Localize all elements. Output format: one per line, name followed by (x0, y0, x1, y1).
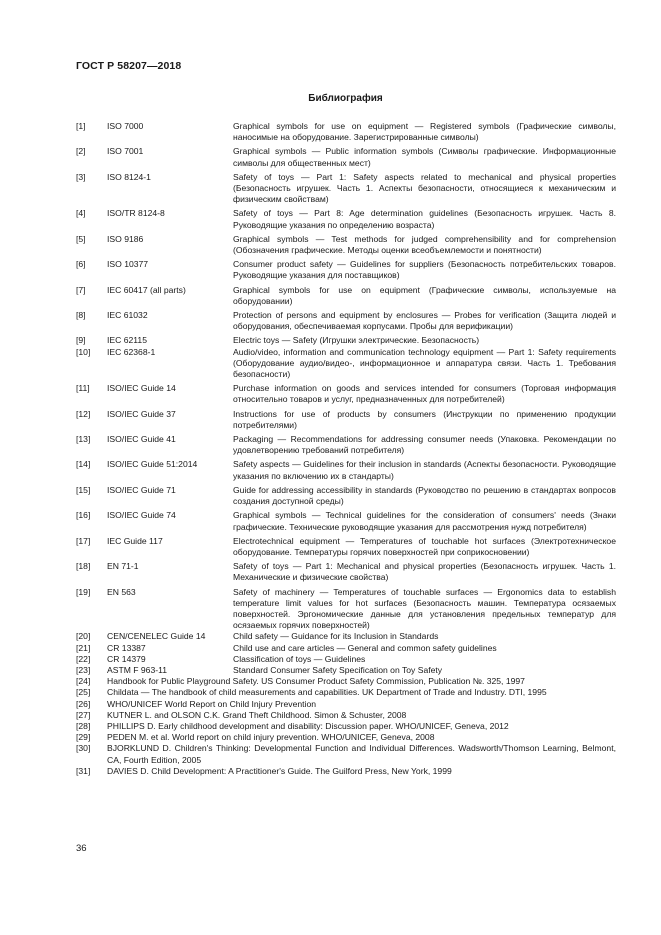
bibliography-entry (76, 643, 616, 654)
entry-number: [1] (76, 121, 86, 131)
standard-code: IEC 61032 (107, 310, 148, 321)
entry-number: [6] (76, 259, 86, 270)
entry-number: [13] (76, 434, 91, 445)
standard-code: CR 14379 (107, 653, 146, 664)
entry-description: Classification of toys — Guidelines (233, 653, 366, 664)
bibliography-reference (76, 732, 616, 743)
entry-number: [9] (76, 335, 86, 346)
bibliography-entry (76, 459, 616, 481)
entry-description: Standard Consumer Safety Specification on Toy Safety (233, 664, 443, 675)
standard-code: ISO 7001 (107, 146, 144, 157)
entry-number: [30] (76, 743, 91, 754)
entry-number: [16] (76, 510, 91, 521)
bibliography-entry (76, 536, 616, 558)
entry-number: [31] (76, 765, 91, 776)
bibliography-entry (76, 259, 616, 281)
standard-code: ISO 10377 (107, 259, 149, 270)
entry-description: Graphical symbols for use on equipment (Графические символы, используемые на оборудовании) (233, 284, 616, 306)
standard-code: ISO/IEC Guide 51:2014 (107, 459, 198, 470)
entry-description: Graphical symbols — Public information symbols (Символы графические. Информационные символы для общественных мест) (233, 146, 616, 168)
entry-number: [25] (76, 687, 91, 698)
bibliography-reference (76, 676, 616, 687)
bibliography-entry (76, 121, 616, 143)
entry-number: [14] (76, 459, 91, 470)
entry-number: [27] (76, 709, 91, 720)
entry-number: [22] (76, 653, 91, 664)
bibliography-entry (76, 485, 616, 507)
bibliography-entry (76, 146, 616, 168)
reference-text: Childata — The handbook of child measurements and capabilities. UK Department of Trade and Industry. DTI, 1995 (107, 687, 547, 698)
bibliography-entry (76, 234, 616, 256)
standard-code: CR 13387 (107, 642, 146, 653)
reference-text: BJORKLUND D. Children's Thinking: Developmental Function and Individual Differences. Wadsworth/Thomson Learning, Belmont, CA, Fourth Edition, 2005 (107, 743, 616, 765)
entry-number: [10] (76, 346, 91, 357)
bibliography-entry (76, 383, 616, 405)
reference-text: PEDEN M. et al. World report on child injury prevention. WHO/UNICEF, Geneva, 2008 (107, 732, 435, 743)
entry-description: Packaging — Recommendations for addressing consumer needs (Упаковка. Рекомендации по удовлетворению требований потребителя) (233, 434, 616, 456)
bibliography-entry (76, 208, 616, 230)
reference-text: WHO/UNICEF World Report on Child Injury Prevention (107, 698, 317, 709)
entry-description: Graphical symbols — Technical guidelines for the consideration of consumers' needs (Знаки графические. Технические руководящие указания для рассмотрения нужд потребителя) (233, 510, 616, 532)
entry-description: Protection of persons and equipment by enclosures — Probes for verification (Защита людей и оборудования, обеспечиваемая корпусами. Пробы для верификации) (233, 310, 616, 332)
entry-number: [23] (76, 664, 91, 675)
entry-description: Guide for addressing accessibility in standards (Руководство по решению в стандартах вопросов создания доступной среды) (233, 484, 616, 507)
standard-code: ISO/IEC Guide 37 (107, 408, 176, 419)
reference-text: DAVIES D. Child Development: A Practitioner's Guide. The Guilford Press, New York, 1999 (107, 765, 452, 776)
entry-number: [29] (76, 732, 91, 743)
entry-description: Consumer product safety — Guidelines for suppliers (Безопасность потребительских товаров. Руководящие указания для поставщиков) (233, 259, 616, 281)
bibliography-entry (76, 285, 616, 307)
bibliography-entry (76, 654, 616, 665)
bibliography-reference (76, 766, 616, 777)
standard-code: ASTM F 963-11 (107, 664, 168, 675)
reference-text: PHILLIPS D. Early childhood development and disability: Discussion paper. WHO/UNICEF, Geneva, 2012 (107, 720, 509, 731)
entry-description: Purchase information on goods and services intended for consumers (Торговая информация относительно товаров и услуг, предназначенных для потребителей) (233, 383, 616, 405)
bibliography-reference (76, 699, 616, 710)
entry-number: [18] (76, 561, 91, 572)
entry-description: Safety of toys — Part 8: Age determination guidelines (Безопасность игрушек. Часть 8. Руководящие указания по определению возраста) (233, 208, 616, 230)
reference-text: KUTNER L. and OLSON C.K. Grand Theft Childhood. Simon & Schuster, 2008 (107, 709, 407, 720)
entry-description: Graphical symbols for use on equipment — Registered symbols (Графические символы, наносимые на оборудование. Зарегистрированные символы) (233, 121, 616, 143)
entry-description: Safety of toys — Part 1: Safety aspects related to mechanical and physical properties (Безопасность игрушек. Часть 1. Аспекты безопасности, относящиеся к механическим и физическим свойствам) (233, 171, 616, 205)
entry-number: [28] (76, 720, 91, 731)
bibliography-list (76, 121, 616, 777)
standard-code: EN 563 (107, 586, 136, 597)
entry-number: [3] (76, 171, 86, 182)
bibliography-reference (76, 687, 616, 698)
bibliography-entry (76, 310, 616, 332)
entry-description: Child use and care articles — General and common safety guidelines (233, 642, 497, 653)
standard-code: EN 71-1 (107, 561, 139, 572)
entry-number: [20] (76, 631, 91, 642)
bibliography-entry (76, 347, 616, 381)
reference-text: Handbook for Public Playground Safety. US Consumer Product Safety Commission, Publication №. 325, 1997 (107, 676, 525, 687)
standard-code: CEN/CENELEC Guide 14 (107, 631, 206, 642)
entry-description: Electric toys — Safety (Игрушки электрические. Безопасность) (233, 335, 480, 346)
section-title: Библиография (308, 93, 383, 104)
standard-code: ISO 9186 (107, 233, 144, 244)
entry-number: [11] (76, 383, 90, 394)
bibliography-entry (76, 631, 616, 642)
entry-number: [8] (76, 310, 86, 321)
standard-code: IEC 62115 (107, 335, 147, 346)
entry-description: Safety of machinery — Temperatures of touchable surfaces — Ergonomics data to establish temperature limit values for hot surfaces (Безопасность машин. Температура осязаемых поверхностей. Эргономические данные для установления предельных температур для осязаемых горячих поверхностей) (233, 586, 616, 631)
page-number: 36 (76, 843, 87, 854)
bibliography-entry (76, 434, 616, 456)
bibliography-entry (76, 665, 616, 676)
entry-description: Safety of toys — Part 1: Mechanical and physical properties (Безопасность игрушек. Часть 1. Механические и физические свойства) (233, 561, 616, 583)
standard-code: ISO/IEC Guide 71 (107, 484, 176, 495)
entry-description: Child safety — Guidance for its Inclusion in Standards (233, 631, 439, 642)
entry-description: Graphical symbols — Test methods for judged comprehensibility and for comprehension (Обозначения графические. Методы оценки всеобъемлемости и понятности) (233, 233, 616, 256)
entry-description: Audio/video, information and communication technology equipment — Part 1: Safety requirements (Оборудование аудио/видео-, информационное и аппаратура связи. Часть 1. Требования безопасности) (233, 346, 616, 380)
entry-description: Electrotechnical equipment — Temperatures of touchable hot surfaces (Электротехническое оборудование. Температуры горячих поверхностей при соприкосновении) (233, 535, 616, 557)
bibliography-entry (76, 510, 616, 532)
bibliography-reference (76, 710, 616, 721)
entry-description: Safety aspects — Guidelines for their inclusion in standards (Аспекты безопасности. Руководящие указания по включению их в стандарты) (233, 459, 616, 481)
entry-number: [24] (76, 676, 91, 687)
standard-code: ISO/IEC Guide 74 (107, 510, 176, 521)
bibliography-entry (76, 561, 616, 583)
bibliography-reference (76, 743, 616, 765)
entry-number: [15] (76, 484, 91, 495)
entry-number: [5] (76, 233, 86, 244)
standard-code: ISO/TR 8124-8 (107, 208, 165, 219)
entry-number: [26] (76, 698, 91, 709)
standard-code: ISO 8124-1 (107, 171, 151, 182)
bibliography-entry (76, 409, 616, 431)
entry-number: [2] (76, 146, 86, 157)
entry-number: [21] (76, 642, 91, 653)
document-code-header: ГОСТ Р 58207—2018 (76, 60, 182, 72)
entry-number: [4] (76, 208, 86, 219)
standard-code: ISO 7000 (107, 121, 144, 131)
bibliography-entry (76, 335, 616, 346)
standard-code: ISO/IEC Guide 41 (107, 434, 176, 445)
bibliography-reference (76, 721, 616, 732)
entry-number: [12] (76, 408, 91, 419)
standard-code: ISO/IEC Guide 14 (107, 383, 176, 394)
entry-number: [17] (76, 535, 91, 546)
standard-code: IEC 62368-1 (107, 346, 156, 357)
entry-number: [7] (76, 284, 86, 295)
standard-code: IEC Guide 117 (107, 535, 163, 546)
standard-code: IEC 60417 (all parts) (107, 284, 186, 295)
bibliography-entry (76, 172, 616, 206)
bibliography-entry (76, 587, 616, 632)
entry-number: [19] (76, 586, 91, 597)
entry-description: Instructions for use of products by consumers (Инструкции по применению продукции потребителями) (233, 408, 616, 430)
